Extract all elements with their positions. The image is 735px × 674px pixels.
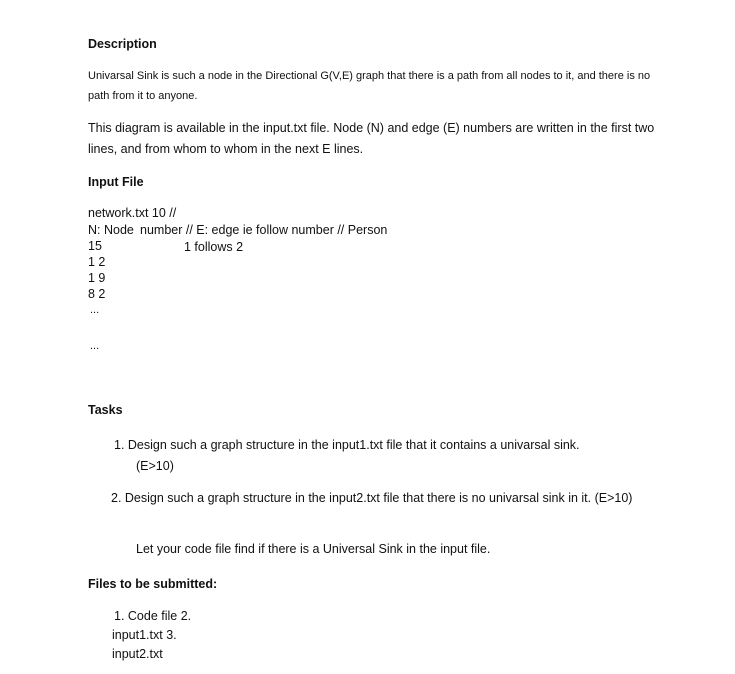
input-file-line: 8 2 [88,287,106,301]
description-text-line: lines, and from whom to whom in the next E lines. [88,142,364,156]
input-file-line: 1 9 [88,271,106,285]
description-heading: Description [88,37,157,51]
task-item: 1. Design such a graph structure in the input1.txt file that it contains a univarsal sink. [114,438,580,452]
submission-item: 1. Code file 2. [114,609,192,623]
input-file-line: number // E: edge ie follow number // Person [140,223,388,237]
description-text-line: This diagram is available in the input.txt file. Node (N) and edge (E) numbers are written in the first two [88,121,655,135]
submission-item: input1.txt 3. [112,628,177,642]
task-item: (E>10) [136,459,174,473]
description-text-line: path from it to anyone. [88,90,198,102]
input-file-line: N: Node [88,223,134,237]
ellipsis: ... [90,340,100,352]
task-note: Let your code file find if there is a Universal Sink in the input file. [136,542,491,556]
input-file-line: network.txt 10 // [88,206,177,220]
input-file-line: 15 [88,239,102,253]
task-item: 2. Design such a graph structure in the input2.txt file that there is no univarsal sink in it. (E>10) [111,491,633,505]
tasks-heading: Tasks [88,403,123,417]
submission-heading: Files to be submitted: [88,577,218,591]
description-text-line: Univarsal Sink is such a node in the Directional G(V,E) graph that there is a path from all nodes to it, and there is no [88,70,651,82]
ellipsis: ... [90,304,100,316]
input-file-line: 1 2 [88,255,106,269]
input-file-line: 1 follows 2 [184,240,244,254]
submission-item: input2.txt [112,647,163,661]
input-file-heading: Input File [88,175,144,189]
